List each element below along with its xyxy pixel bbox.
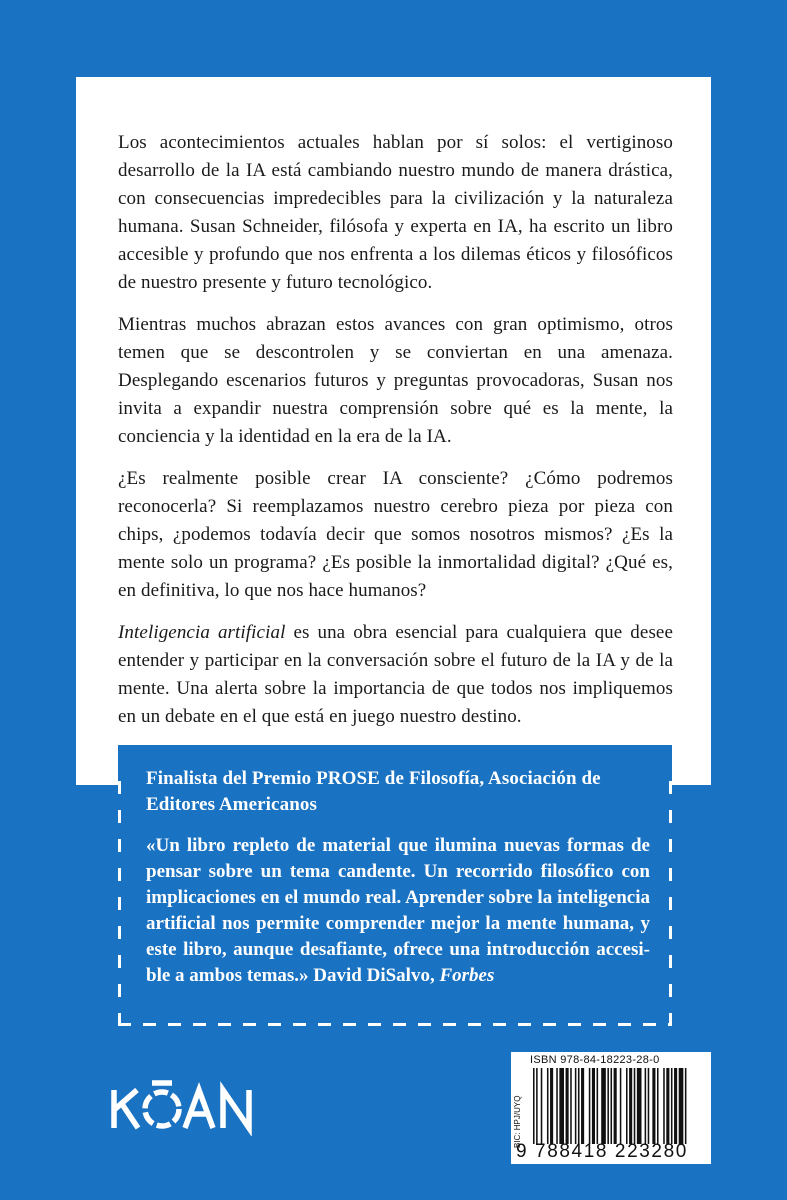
dashed-border-right bbox=[669, 781, 672, 1026]
description-panel bbox=[76, 77, 711, 785]
barcode-digits: 9 788418 223280 bbox=[516, 1141, 688, 1162]
isbn-label: ISBN 978-84-18223-28-0 bbox=[530, 1054, 660, 1066]
award-note: Finalista del Premio PROSE de Filosofía, Asociación de Editores Americanos bbox=[146, 768, 601, 815]
barcode bbox=[511, 1052, 711, 1164]
book-title: Inteligencia artificial bbox=[118, 622, 286, 643]
review-quote bbox=[146, 833, 650, 989]
description-paragraph-2: Mientras muchos abrazan estos avances con gran optimismo, otros temen que se descontrolen y se conviertan en una amenaza. Desplegando escenarios futuros y preguntas provocadoras, Susan nos invita a expandir nuestra comprensión sobre qué es la mente, la conciencia y la identidad en la era de la IA. bbox=[118, 314, 673, 447]
description-paragraph-1: Los acontecimientos actuales hablan por sí solos: el vertiginoso desarrollo de la IA está cambiando nuestro mundo de manera drástica, con consecuencias impredecibles para la civilización y la naturaleza humana. Susan Schneider, filósofa y experta en IA, ha escrito un libro accesible y profundo que nos enfrenta a los dilemas éticos y filosóficos de nuestro presente y futuro tecnológico. bbox=[118, 132, 673, 293]
dashed-border-bottom bbox=[118, 1023, 672, 1026]
description-paragraph-4-text: es una obra esencial para cualquiera que desee entender y participar en la conversación sobre el futuro de la IA y de la mente. Una alerta sobre la importancia de que todos nos impliquemos en un debate en el que está en juego nuestro destino. bbox=[118, 622, 674, 727]
description-paragraph-4 bbox=[118, 619, 673, 731]
bic-code: BIC: HPJ/UYQ bbox=[513, 1095, 522, 1148]
review-source: Forbes bbox=[439, 965, 495, 986]
publisher-logo bbox=[110, 1080, 260, 1136]
quote-box bbox=[118, 745, 672, 1028]
description-paragraph-3: ¿Es realmente posible crear IA consciente? ¿Cómo podremos reconocerla? Si reemplazamos nuestro cerebro pieza por pieza con chips, ¿podemos todavía decir que somos nosotros mismos? ¿Es la mente solo un programa? ¿Es posible la inmortalidad digital? ¿Qué es, en definitiva, lo que nos hace humanos? bbox=[118, 468, 673, 601]
review-quote-text: «Un libro repleto de material que ilumina nuevas formas de pensar sobre un tema candente. Un recorrido filosófico con implicaciones en el mundo real. Aprender sobre la inteligencia artificial nos permite comprender mejor la mente humana, y este libro, aunque desafiante, ofrece una introducción accesible a ambos temas.» David DiSalvo, bbox=[146, 835, 650, 986]
barcode-bars bbox=[531, 1068, 705, 1144]
dashed-border-left bbox=[118, 781, 121, 1026]
